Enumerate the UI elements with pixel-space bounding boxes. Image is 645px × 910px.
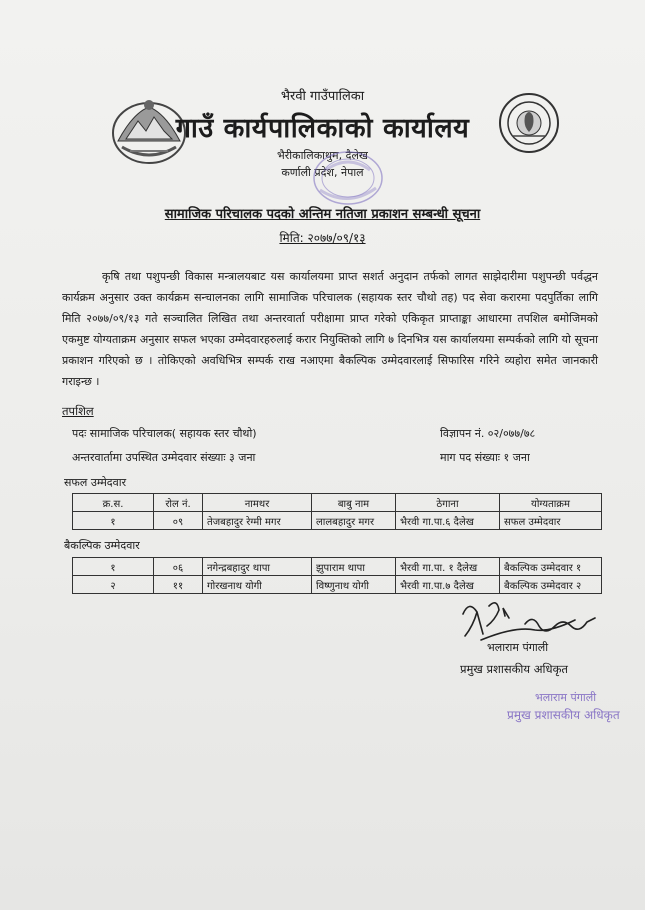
cell-father: लालबहादुर मगर	[312, 512, 396, 530]
header-serial: क्र.स.	[73, 494, 154, 512]
notice-date: मिति: २०७७/०९/१३	[279, 231, 366, 245]
address-line-1: भैरीकालिकाथुम, दैलेख	[277, 149, 368, 162]
advertisement-number: विज्ञापन नं. ०२/०७७/७८	[440, 427, 536, 440]
cell-rank: सफल उम्मेदवार	[500, 512, 602, 530]
cell-name: तेजबहादुर रेग्मी मगर	[203, 512, 312, 530]
cell-serial: २	[73, 576, 154, 594]
table-row	[73, 576, 602, 594]
cell-address: भैरवी गा.पा. १ दैलेख	[396, 558, 500, 576]
address-line-2: कर्णाली प्रदेश, नेपाल	[281, 166, 364, 179]
vacancy-count: माग पद संख्याः १ जना	[440, 451, 530, 464]
cell-name: नगेन्द्रबहादुर थापा	[203, 558, 312, 576]
table-row	[73, 558, 602, 576]
cell-father: विष्णुनाथ योगी	[312, 576, 396, 594]
cell-name: गोरखनाथ योगी	[203, 576, 312, 594]
cell-serial: १	[73, 558, 154, 576]
cell-address: भैरवी गा.पा.६ दैलेख	[396, 512, 500, 530]
post-name: पदः सामाजिक परिचालक( सहायक स्तर चौथो)	[72, 427, 257, 440]
office-title: गाउँ कार्यपालिकाको कार्यालय	[175, 113, 470, 144]
interview-count: अन्तरवार्तामा उपस्थित उम्मेदवार संख्याः ३ जना	[72, 451, 256, 464]
notice-body: कृषि तथा पशुपन्छी विकास मन्त्रालयबाट यस कार्यालयमा प्राप्त सशर्त अनुदान तर्फको लागत साझेदारीमा पशुपन्छी पर्वद्धन कार्यक्रम अनुसार उक्त कार्यक्रम सन्चालनका लागि सामाजिक परिचालक (सहायक स्तर चौथो तह) पद सेवा करारमा पदपुर्तिका लागि मिति २०७७/०९/१३ गते सञ्चालित लिखित तथा अन्तरवार्ता परीक्षामा प्राप्त गरेको एकिकृत प्राप्ताङ्का आधारमा तपशिल बमोजिमको एकमुष्ट योग्यताक्रम अनुसार सफल भएका उम्मेदवारहरुलाई करार नियुक्तिको लागि ७ दिनभित्र यस कार्यालयमा सम्पर्कको लागि यो सूचना प्रकाशन गरिएको छ । तोकिएको अवधिभित्र सम्पर्क राख नआएमा बैकल्पिक उम्मेदवारलाई सिफारिस गरिने व्यहोरा समेत जानकारी गराइन्छ ।	[62, 270, 598, 388]
cell-rank: बैकल्पिक उम्मेदवार २	[500, 576, 602, 594]
header-roll: रोल नं.	[154, 494, 203, 512]
successful-section-title: सफल उम्मेदवार	[64, 476, 127, 489]
cell-roll: ०९	[154, 512, 203, 530]
alternate-table	[72, 557, 602, 594]
cell-serial: १	[73, 512, 154, 530]
details-label: तपशिल	[62, 404, 94, 418]
alternate-section-title: बैकल्पिक उम्मेदवार	[64, 539, 140, 552]
office-stamp-icon	[290, 150, 400, 210]
document-page: भैरवी गाउँपालिका गाउँ कार्यपालिकाको कार्यालय भैरीकालिकाथुम, दैलेख कर्णाली प्रदेश, नेपाल सामाजिक परिचालक पदको अन्तिम नतिजा प्रकाशन सम्बन्धी सूचना मिति: २०७७/०९/१३ कृषि तथा पशुपन्छी विकास मन्त्रालयबाट यस कार्यालयमा प्राप्त सशर्त अनुदान तर्फको लागत साझेदारीमा पशुपन्छी पर्वद्धन कार्यक्रम अनुसार उक्त कार्यक्रम सन्चालनका लागि सामाजिक परिचालक (सहायक स्तर चौथो तह) पद सेवा करारमा पदपुर्तिका लागि मिति २०७७/०९/१३ गते सञ्चालित लिखित तथा अन्तरवार्ता परीक्षामा प्राप्त गरेको एकिकृत प्राप्ताङ्का आधारमा तपशिल बमोजिमको एकमुष्ट योग्यताक्रम अनुसार सफल भएका उम्मेदवारहरुलाई करार नियुक्तिको लागि ७ दिनभित्र यस कार्यालयमा सम्पर्कको लागि यो सूचना प्रकाशन गरिएको छ । तोकिएको अवधिभित्र सम्पर्क राख नआएमा बैकल्पिक उम्मेदवारलाई सिफारिस गरिने व्यहोरा समेत जानकारी गराइन्छ । तपशिल पदः सामाजिक परिचालक( सहायक स्तर चौथो) विज्ञापन नं. ०२/०७७/७८ अन्तरवार्तामा उपस्थित उम्मेदवार संख्याः ३ जना माग पद संख्याः १ जना सफल उम्मेदवार क्र.स. रोल नं. नामथर बाबु नाम ठेगाना योग्यताक्रम १ ०९ तेजबहादुर रेग्मी मगर लालबहादुर मगर भैरवी गा.पा.६ दैलेख सफल उम्मेदवार बैकल्पिक उम्मेदवार १ ०६ नगेन्द्रबहादुर थापा झुपाराम थापा भैरवी गा.पा. १ दैलेख बैकल्पिक उम्मेदवार १ २ ११ गोरखनाथ योगी विष्णुनाथ योगी भैरवी गा.पा.७ दैलेख बैकल्पिक उम्मेदवार २ भलाराम पंगाली प्रमुख प्रशासकीय अधिकृत भलाराम पंगाली प्रमुख प्रशासकीय अधिकृत	[0, 0, 645, 910]
municipality-name: भैरवी गाउँपालिका	[280, 89, 365, 104]
table-row	[73, 512, 602, 530]
notice-subject: सामाजिक परिचालक पदको अन्तिम नतिजा प्रकाशन सम्बन्धी सूचना	[164, 207, 481, 222]
cell-address: भैरवी गा.पा.७ दैलेख	[396, 576, 500, 594]
cell-rank: बैकल्पिक उम्मेदवार १	[500, 558, 602, 576]
header-address: ठेगाना	[396, 494, 500, 512]
header-name: नामथर	[203, 494, 312, 512]
table-header-row	[73, 494, 602, 512]
header-father: बाबु नाम	[312, 494, 396, 512]
header-rank: योग्यताक्रम	[500, 494, 602, 512]
successful-table	[72, 493, 602, 530]
cell-roll: ११	[154, 576, 203, 594]
cell-roll: ०६	[154, 558, 203, 576]
cell-father: झुपाराम थापा	[312, 558, 396, 576]
